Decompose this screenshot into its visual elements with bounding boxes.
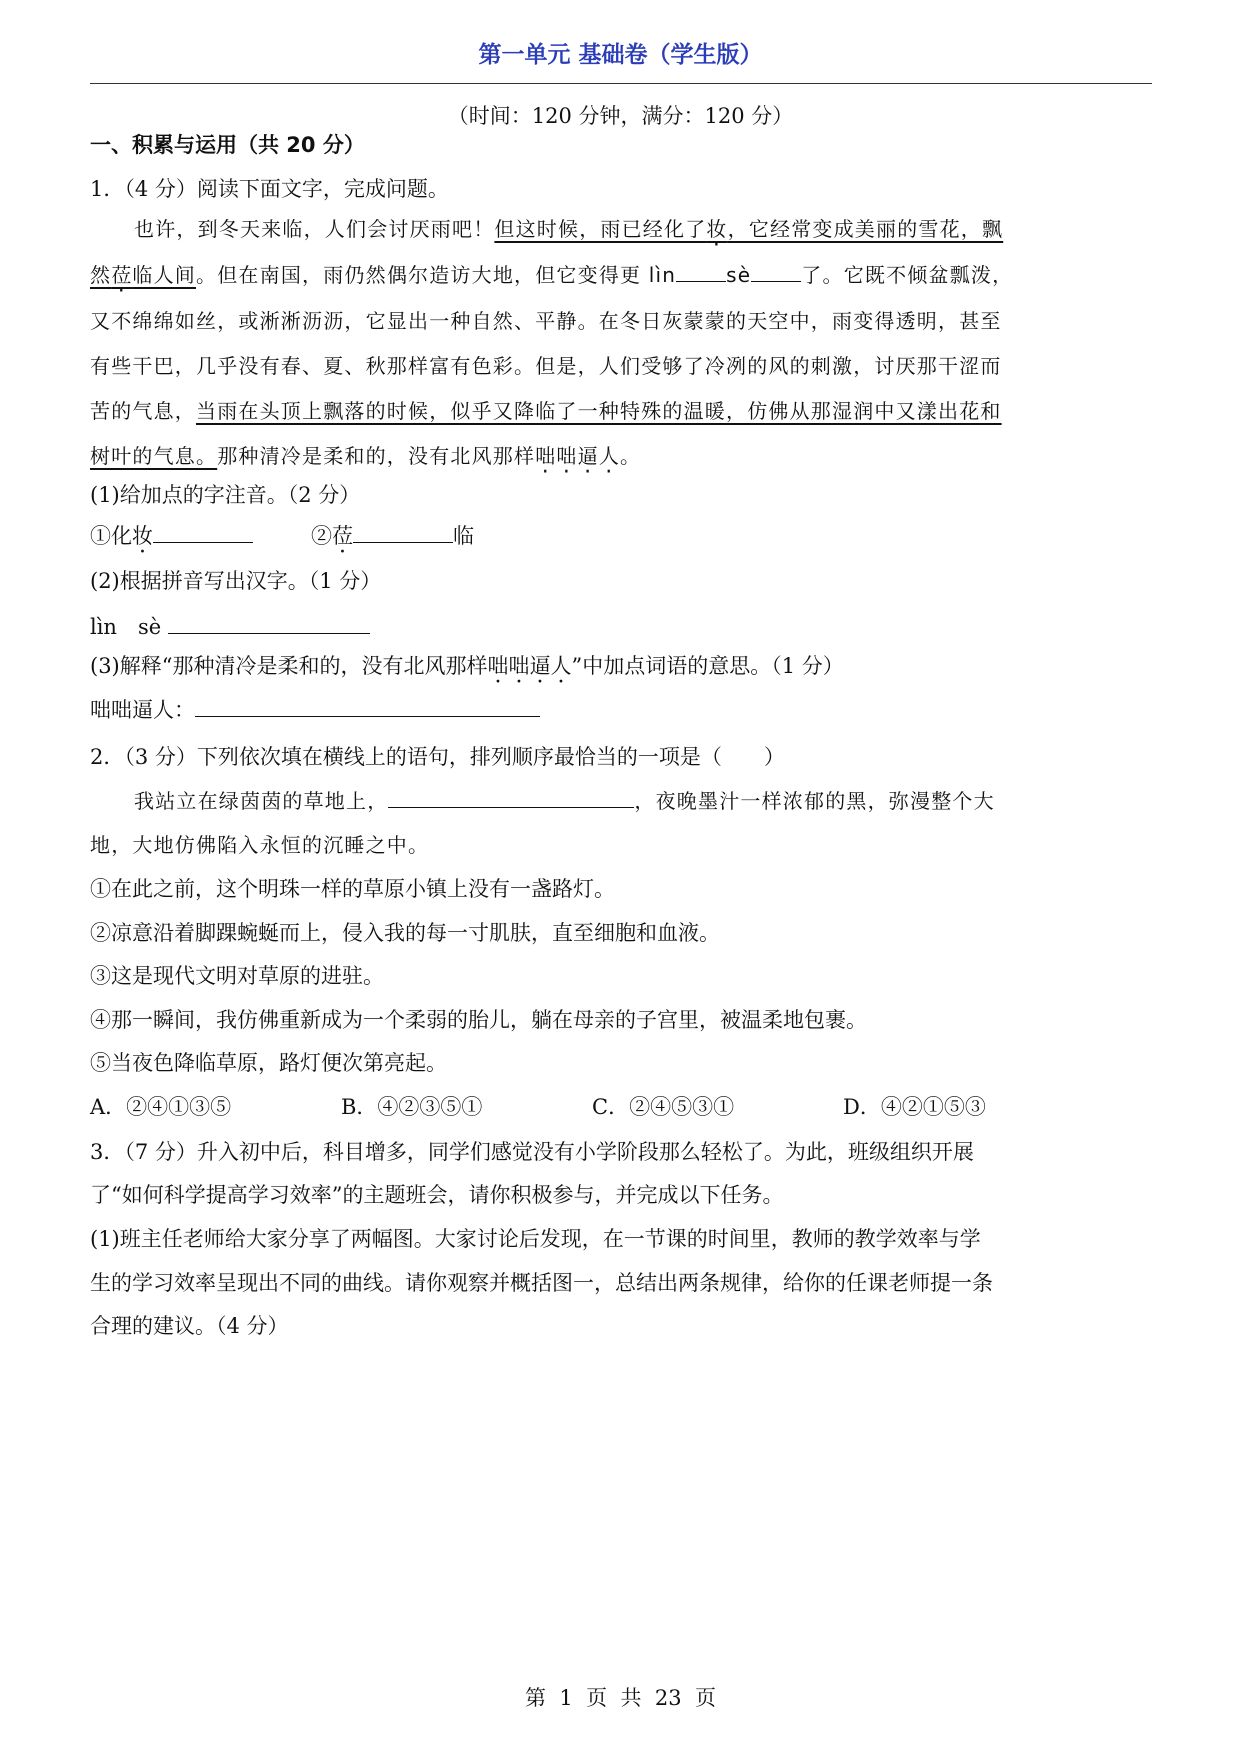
header-divider	[90, 83, 1152, 84]
passage-line-6: 树叶的气息。那种清冷是柔和的，没有北风那样咄咄逼人。	[90, 444, 642, 468]
passage-line-5: 苦的气息，当雨在头顶上飘落的时候，似乎又降临了一种特殊的温暖，仿佛从那湿润中又漾出花和	[90, 399, 1002, 423]
passage-line-4: 有些干巴，几乎没有春、夏、秋那样富有色彩。但是，人们受够了冷冽的风的刺激，讨厌那干涩而	[90, 354, 1002, 378]
dotted-char: 莅	[111, 263, 133, 287]
pinyin-blank[interactable]	[676, 261, 726, 282]
question-1-sub1-items: ①化妆 ②莅 临	[90, 524, 474, 548]
answer-blank[interactable]	[388, 787, 634, 808]
list-item: ①在此之前，这个明珠一样的草原小镇上没有一盏路灯。	[90, 877, 615, 901]
dotted-char: 妆	[132, 524, 153, 548]
pinyin-blank[interactable]	[751, 261, 801, 282]
question-2-stem: 2．（3 分）下列依次填在横线上的语句，排列顺序最恰当的一项是（ ）	[90, 745, 785, 769]
section-title: 一、积累与运用（共 20 分）	[90, 133, 365, 157]
passage-underlined: 树叶的气息。	[90, 444, 218, 468]
page-title: 第一单元 基础卷（学生版）	[478, 42, 763, 68]
question-1-sub2: (2)根据拼音写出汉字。（1 分）	[90, 569, 382, 593]
option-b[interactable]: B．④②③⑤①	[341, 1095, 483, 1119]
list-item: ②凉意沿着脚踝蜿蜒而上，侵入我的每一寸肌肤，直至细胞和血液。	[90, 921, 720, 945]
dotted-char: 莅	[332, 524, 353, 548]
question-3-sub1-line-2: 生的学习效率呈现出不同的曲线。请你观察并概括图一，总结出两条规律，给你的任课老师提一条	[90, 1271, 993, 1295]
passage-text: 也许，到冬天来临，人们会讨厌雨吧！	[134, 217, 495, 241]
passage-2-line-1: 我站立在绿茵茵的草地上， ，夜晚墨汁一样浓郁的黑，弥漫整个大	[134, 789, 995, 813]
answer-blank[interactable]	[353, 522, 453, 543]
option-a[interactable]: A．②④①③⑤	[90, 1095, 232, 1119]
question-1-sub3: (3)解释“那种清冷是柔和的，没有北风那样咄咄逼人”中加点词语的意思。（1 分）	[90, 654, 844, 678]
question-3-sub1-line-3: 合理的建议。（4 分）	[90, 1314, 289, 1338]
page-footer: 第 1 页 共 23 页	[525, 1686, 716, 1710]
passage-2-line-2: 地，大地仿佛陷入永恒的沉睡之中。	[90, 833, 430, 857]
question-2-options	[90, 1092, 1152, 1122]
option-c[interactable]: C．②④⑤③①	[592, 1095, 735, 1119]
answer-blank[interactable]	[168, 613, 370, 634]
passage-line-1	[90, 214, 1196, 244]
passage-line-3: 又不绵绵如丝，或淅淅沥沥，它显出一种自然、平静。在冬日灰蒙蒙的天空中，雨变得透明，甚至	[90, 309, 1002, 333]
answer-blank[interactable]	[153, 522, 253, 543]
question-3-stem-line-2: 了“如何科学提高学习效率”的主题班会，请你积极参与，并完成以下任务。	[90, 1183, 784, 1207]
passage-underlined: 但这时候，雨已经化了妆，它经常变成美丽的雪花，飘	[494, 217, 1004, 241]
question-3-stem-line-1: 3．（7 分）升入初中后，科目增多，同学们感觉没有小学阶段那么轻松了。为此，班级组织开展	[90, 1140, 974, 1164]
list-item: ⑤当夜色降临草原，路灯便次第亮起。	[90, 1051, 447, 1075]
question-1-sub2-answer: lìn sè	[90, 612, 1152, 642]
passage-line-2: 然莅临人间。但在南国，雨仍然偶尔造访大地，但它变得更 lìn sè 了。它既不倾盆瓢泼，	[90, 263, 1014, 287]
question-1-stem: 1．（4 分）阅读下面文字，完成问题。	[90, 177, 449, 201]
question-1-sub3-answer: 咄咄逼人：	[90, 695, 1152, 725]
passage-underlined: 当雨在头顶上飘落的时候，似乎又降临了一种特殊的温暖，仿佛从那湿润中又漾出花和	[196, 399, 1002, 423]
answer-blank[interactable]	[195, 696, 540, 717]
option-d[interactable]: D．④②①⑤③	[843, 1095, 986, 1119]
passage-underlined: 然莅临人间	[90, 263, 197, 287]
list-item: ④那一瞬间，我仿佛重新成为一个柔弱的胎儿，躺在母亲的子宫里，被温柔地包裹。	[90, 1008, 867, 1032]
list-item: ③这是现代文明对草原的进驻。	[90, 964, 384, 988]
dotted-char: 妆	[706, 217, 728, 241]
question-1-sub1: (1)给加点的字注音。（2 分）	[90, 483, 361, 507]
question-3-sub1-line-1: (1)班主任老师给大家分享了两幅图。大家讨论后发现，在一节课的时间里，教师的教学效率与学	[90, 1227, 981, 1251]
exam-info: （时间：120 分钟，满分：120 分）	[447, 104, 794, 128]
